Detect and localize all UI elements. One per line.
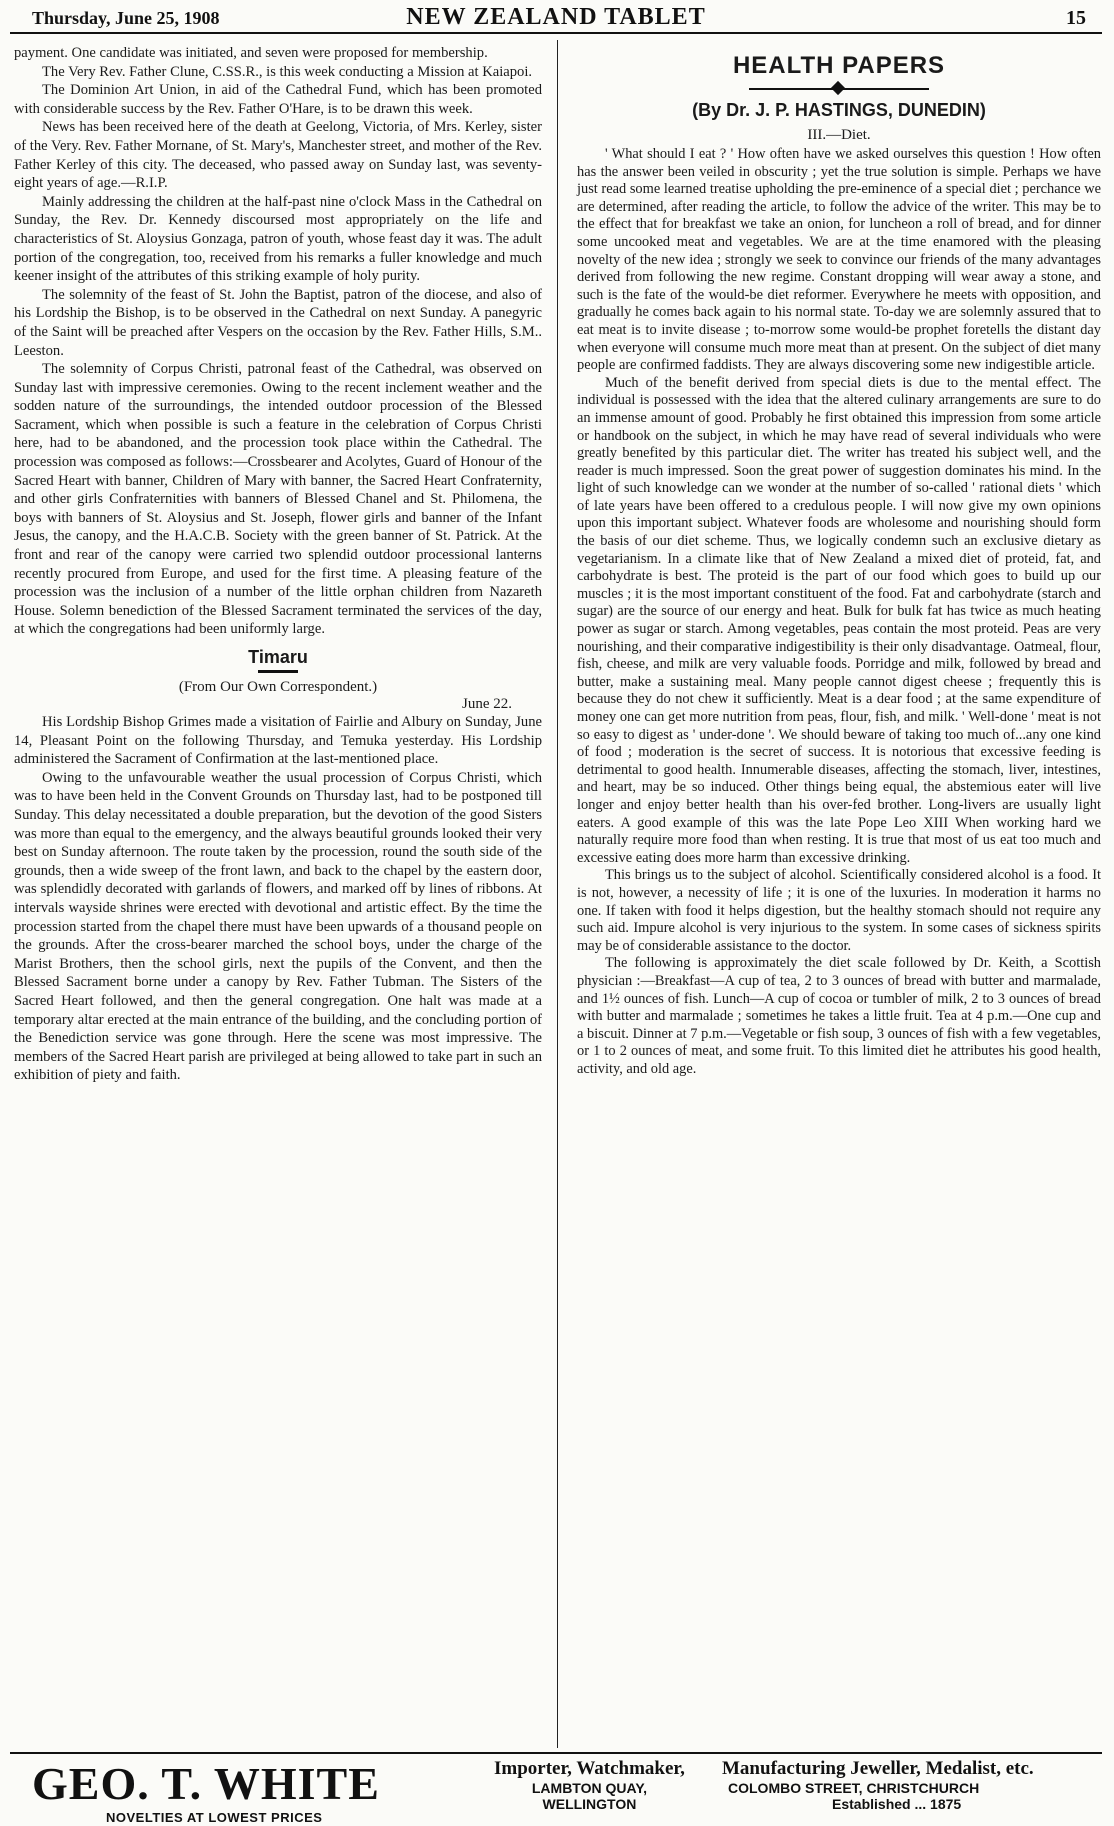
- masthead: [10, 4, 1102, 34]
- right-column: [577, 52, 1101, 1078]
- health-papers-title: HEALTH PAPERS: [732, 52, 946, 79]
- dateline: June 22.: [462, 696, 512, 712]
- paragraph: The solemnity of Corpus Christi, patronal feast of the Cathedral, was observed on Sunday last with impressive ceremonies. Owing to the recent inclement weather and the sodden nature of the surroundings, the intended outdoor procession of the Blessed Sacrament, which when possible is such a feature in the celebration of Corpus Christi here, had to be abandoned, and the procession took place within the Cathedral. The procession was composed as follows:—Crossbearer and Acolytes, Guard of Honour of the Sacred Heart with banner, Children of Mary with banner, the Sacred Heart Confraternity, and other girls Confraternities with banners of Blessed Chanel and St. Philomena, the boys with banners of St. Aloysius and St. Joseph, flower girls and banner of the Infant Jesus, the canopy, and the H.A.C.B. Society with the green banner of St. Patrick. At the front and rear of the canopy were carried two splendid outdoor processional lanterns recently procured from Europe, and used for the first time. A pleasing feature of the procession was the inclusion of a number of the little orphan children from Nazareth House. Solemn benediction of the Blessed Sacrament terminated the services of the day, at which the congregations had been uniformly large.: [14, 361, 542, 638]
- left-column: [14, 44, 542, 1085]
- section-rule: [258, 670, 298, 673]
- christchurch-address: [722, 1758, 1034, 1812]
- street-line: LAMBTON QUAY,: [531, 1780, 647, 1796]
- wellington-address: [494, 1758, 685, 1812]
- section-heading-timaru: Timaru: [248, 647, 308, 667]
- article-subtitle: III.—Diet.: [807, 127, 871, 143]
- paragraph: The Very Rev. Father Clune, C.SS.R., is this week conducting a Mission at Kaiapoi.: [42, 63, 533, 80]
- street-line-2: COLOMBO STREET, CHRISTCHURCH: [728, 1780, 980, 1796]
- trade-line: Importer, Watchmaker,: [494, 1758, 685, 1779]
- ornament-rule: [749, 88, 929, 90]
- paragraph: News has been received here of the death at Geelong, Victoria, of Mrs. Kerley, sister of the Very. Rev. Father Mornane, of St. Mary's, Manchester street, and mother of the Rev. Father Kerley of this city. The deceased, who passed away on Sunday last, was seventy-eight years of age.—R.I.P.: [14, 119, 542, 192]
- column-divider: [557, 40, 558, 1748]
- paragraph: ' What should I eat ? ' How often have we asked ourselves this question ! How often has the answer been veiled in obscurity ; yet the true solution is simple. Perhaps we have just read some learned treatise upholding the pre-eminence of a special diet ; perchance we are determined, after reading the article, to follow the advice of the writer. This may be to the effect that for breakfast we take an onion, for luncheon a roll of bread, and for dinner some uncooked meat and vegetables. We are at the time enamored with the pleasing novelty of the new idea ; strongly we seek to convince our friends of the many advantages derived from following the new regime. Constant dropping will wear away a stone, and such is the fate of the would-be diet reformer. Everywhere he meets with opposition, and gradually he comes back again to his normal state. To-day we are solemnly assured that to eat meat is to invite disease ; to-morrow some would-be prophet foretells the distant day when everyone will consume much more meat than at present. On the subject of diet many people are confirmed faddists. They are always discovering some new indigestible article.: [577, 146, 1101, 374]
- established-line: Established ... 1875: [832, 1796, 962, 1812]
- paragraph: payment. One candidate was initiated, and seven were proposed for membership.: [14, 45, 488, 61]
- advertiser-tagline: NOVELTIES AT LOWEST PRICES: [106, 1810, 323, 1825]
- byline: (By Dr. J. P. HASTINGS, DUNEDIN): [692, 100, 986, 120]
- paragraph: Much of the benefit derived from special diets is due to the mental effect. The individual is possessed with the idea that the altered culinary arrangements are sure to do an immense amount of good. Probably he first obtained this impression from some article or handbook on the subject, in which he may have read of several individuals who were greatly benefited by this particular diet. The writer has treated his subject well, and the reader is much impressed. Soon the great power of suggestion dominates his mind. In the light of such knowledge can we wonder at the number of so-called ' rational diets ' which of late years have been offered to a credulous people. I will now give my own opinions upon this important subject. Whatever foods are wholesome and nourishing should form the basis of our diet scheme. Thus, we logically condemn such an exclusive dietary as vegetarianism. In a climate like that of New Zealand a mixed diet of proteid, fat, and carbohydrate is best. The proteid is the part of our food which goes to build up our muscles ; it is the most important constituent of the food. Fat and carbohydrate (starch and sugar) are the source of our energy and heat. Bulk for bulk fat has twice as much heating power as sugar or starch. Among vegetables, peas contain the most proteid. Peas are very nourishing, and their comparative indigestibility is their only disadvantage. Oatmeal, flour, fish, cheese, and milk are very valuable foods. Porridge and milk, followed by bread and butter, make a sustaining meal. Many people cannot digest cheese ; frequently this is because they do not chew it sufficiently. Meat is a dear food ; at the same expenditure of money one can get more nutrition from peas, flour, fish, and milk. ' Well-done ' meat is not so easy to digest as ' under-done '. We should beware of taking too much of...any one kind of food ; moderation is the secret of success. It is notorious that excessive feeding is detrimental to good health. Innumerable diseases, affecting the stomach, liver, intestines, and heart, may be so induced. Other things being equal, the abstemious eater will live longer and enjoy better health than his over-fed brother. Long-livers are usually light eaters. A good example of this was the late Pope Leo XIII When working hard we naturally require more food than when resting. It is true that most of us eat too much and excessive eating does more harm than excessive drinking.: [577, 374, 1101, 866]
- newspaper-title: NEW ZEALAND TABLET: [406, 4, 706, 30]
- correspondent-line: (From Our Own Correspondent.): [178, 679, 378, 695]
- paragraph: The Dominion Art Union, in aid of the Cathedral Fund, which has been promoted with considerable success by the Rev. Father O'Hare, is to be drawn this week.: [14, 82, 542, 117]
- advertisement: [10, 1752, 1102, 1826]
- advertiser-name: GEO. T. WHITE: [32, 1758, 380, 1809]
- paragraph: His Lordship Bishop Grimes made a visitation of Fairlie and Albury on Sunday, June 14, Pleasant Point on the following Thursday, and Temuka yesterday. His Lordship administered the Sacrament of Confirmation at the last-mentioned place.: [14, 714, 542, 768]
- city-line: WELLINGTON: [542, 1796, 637, 1812]
- page-number: 15: [1066, 7, 1086, 29]
- trade-line-2: Manufacturing Jeweller, Medalist, etc.: [722, 1758, 1034, 1779]
- issue-date: Thursday, June 25, 1908: [32, 8, 220, 28]
- paragraph: Mainly addressing the children at the half-past nine o'clock Mass in the Cathedral on Sunday, the Rev. Dr. Kennedy discoursed most appropriately on the life and characteristics of St. Aloysius Gonzaga, patron of youth, whose feast day it was. The adult portion of the congregation, too, received from his remarks a fuller knowledge and much keener insight of the attributes of this striking example of holy purity.: [14, 193, 542, 285]
- paragraph: The solemnity of the feast of St. John the Baptist, patron of the diocese, and also of his Lordship the Bishop, is to be observed in the Cathedral on next Sunday. A panegyric of the Saint will be preached after Vespers on the occasion by the Rev. Father Hills, S.M.. Leeston.: [14, 286, 542, 359]
- paragraph: Owing to the unfavourable weather the usual procession of Corpus Christi, which was to have been held in the Convent Grounds on Thursday last, had to be postponed till Sunday. This delay necessitated a double preparation, but the devotion of the good Sisters was more than equal to the emergency, and the always beautiful grounds looked their very best on Sunday afternoon. The route taken by the procession, round the south side of the grounds, then a wide sweep of the front lawn, and back to the chapel by the eastern door, was splendidly decorated with garlands of flowers, and marked off by lines of ribbons. At intervals wayside shrines were erected with devotional and artistic effect. By the time the procession started from the chapel there must have been upwards of a thousand people on the grounds. After the cross-bearer marched the school boys, under the charge of the Marist Brothers, then the school girls, next the pupils of the Convent, and then the Blessed Sacrament borne under a canopy by Rev. Father Tubman. The Sisters of the Sacred Heart followed, and then the general congregation. One halt was made at a temporary altar erected at the main entrance of the building, and the concluding portion of the Benediction service was gone through. Here the scene was most impressive. The members of the Sacred Heart parish are privileged at being allowed to take part in such an exhibition of piety and faith.: [14, 769, 542, 1084]
- paragraph: This brings us to the subject of alcohol. Scientifically considered alcohol is a food. It is not, however, a necessity of life ; it is one of the luxuries. In moderation it harms no one. If taken with food it helps digestion, but the healthy stomach should not require any such aid. Impure alcohol is very injurious to the system. In some cases of sickness spirits may be of considerable assistance to the doctor.: [577, 867, 1101, 954]
- paragraph: The following is approximately the diet scale followed by Dr. Keith, a Scottish physician :—Breakfast—A cup of tea, 2 to 3 ounces of bread with butter and marmalade, and 1½ ounces of fish. Lunch—A cup of cocoa or tumbler of milk, 2 to 3 ounces of bread with butter and marmalade ; sometimes he takes a little fruit. Tea at 4 p.m.—One cup and a biscuit. Dinner at 7 p.m.—Vegetable or fish soup, 3 ounces of fish with a few vegetables, or 1 to 2 ounces of meat, and some fruit. To this limited diet he attributes his good health, activity, and old age.: [577, 955, 1101, 1077]
